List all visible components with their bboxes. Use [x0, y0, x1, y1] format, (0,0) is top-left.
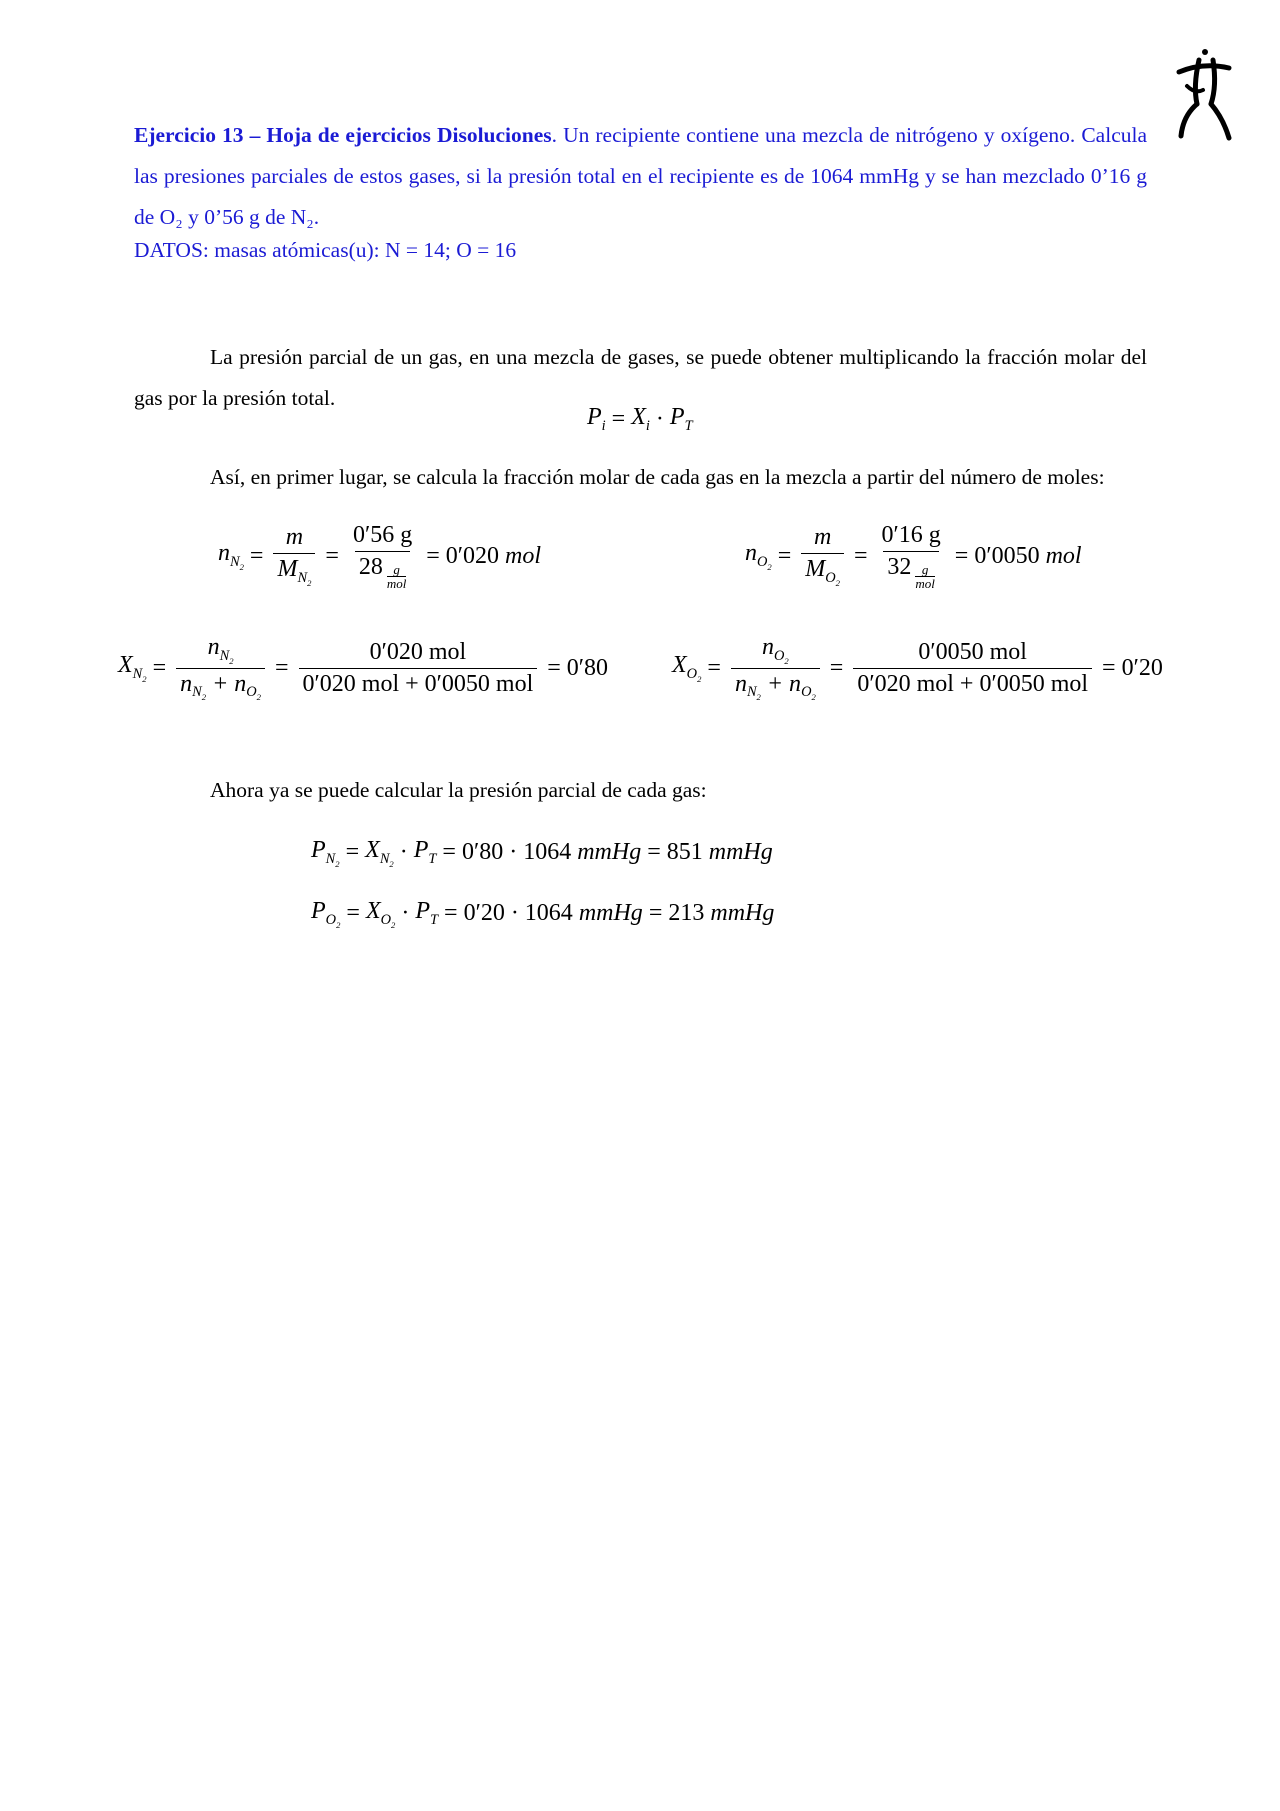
stick-figure-logo-icon — [1173, 46, 1233, 146]
molar-fraction-o2-equation: $X_{O_2}$ = $\frac{n_{O_2}}{n_{N_2} + n_{O_2}}$ = $\frac{\text{0′0050 mol}}{\text{0′020 mol + 0′0050 mol}}$ = 0′20 — [672, 634, 1163, 703]
xn2-result: 0′80 — [566, 654, 609, 681]
partial-pressure-formula: $P_i$ = $X_i$ · $P_T$ — [587, 404, 693, 434]
moles-n2-num: 0′56 g — [352, 522, 413, 548]
exercise-statement — [134, 115, 1147, 238]
xn2-num: 0′020 mol — [369, 638, 467, 665]
moles-o2-num: 0′16 g — [881, 522, 941, 548]
moles-n2-equation: $n_{N_2}$ = $\frac{m}{M_{N_2}}$ = 0′56 g 28 g mol = 0′020 mol — [218, 522, 541, 591]
step1-paragraph: Así, en primer lugar, se calcula la fracción molar de cada gas en la mezcla a partir del número de moles: — [210, 465, 1105, 489]
xo2-den: 0′020 mol + 0′0050 mol — [853, 668, 1092, 698]
intro-paragraph: La presión parcial de un gas, en una mezcla de gases, se puede obtener multiplicando la fracción molar del gas por la presión total. — [134, 345, 1147, 410]
moles-o2-unit: mol — [1045, 542, 1082, 569]
molar-fraction-n2-equation: $X_{N_2}$ = $\frac{n_{N_2}}{n_{N_2} + n_{O_2}}$ = $\frac{\text{0′020 mol}}{\text{0′020 mol + 0′0050 mol}}$ = 0′80 — [118, 634, 609, 703]
moles-n2-unit: mol — [504, 542, 541, 569]
moles-o2-equation: $n_{O_2}$ = $\frac{m}{M_{O_2}}$ = 0′16 g 32 g mol = 0′0050 mol — [745, 522, 1082, 591]
moles-o2-result: 0′0050 — [974, 542, 1040, 569]
moles-n2-den: 28 — [358, 554, 383, 580]
partial-pressure-n2-equation: $P_{N_2}$ = $X_{N_2}$ · $P_T$ = 0′80 · 1064 mmHg = 851 mmHg — [311, 837, 773, 869]
moles-o2-den: 32 — [887, 554, 912, 580]
exercise-heading: Ejercicio 13 – Hoja de ejercicios Disoluciones — [134, 123, 552, 147]
step2-paragraph: Ahora ya se puede calcular la presión parcial de cada gas: — [210, 778, 707, 802]
exercise-datos: DATOS: masas atómicas(u): N = 14; O = 16 — [134, 238, 517, 262]
pn2-result: 851 — [666, 839, 703, 866]
partial-pressure-o2-equation: $P_{O_2}$ = $X_{O_2}$ · $P_T$ = 0′20 · 1064 mmHg = 213 mmHg — [311, 898, 775, 930]
xn2-den: 0′020 mol + 0′0050 mol — [299, 668, 538, 698]
xo2-result: 0′20 — [1121, 654, 1163, 681]
moles-n2-result: 0′020 — [445, 542, 499, 569]
xo2-num: 0′0050 mol — [918, 638, 1027, 665]
pn2-calc: 0′80 · 1064 — [461, 839, 572, 866]
exercise-text: . Un recipiente contiene una mezcla de nitrógeno y oxígeno. Calcula las presiones parciales de estos gases, si la presión total en el recipiente es de 1064 mmHg y se han mezclado 0’16 g de O₂ y 0’56 g de N₂. — [134, 123, 1148, 229]
po2-result: 213 — [668, 900, 705, 927]
po2-calc: 0′20 · 1064 — [463, 900, 573, 927]
